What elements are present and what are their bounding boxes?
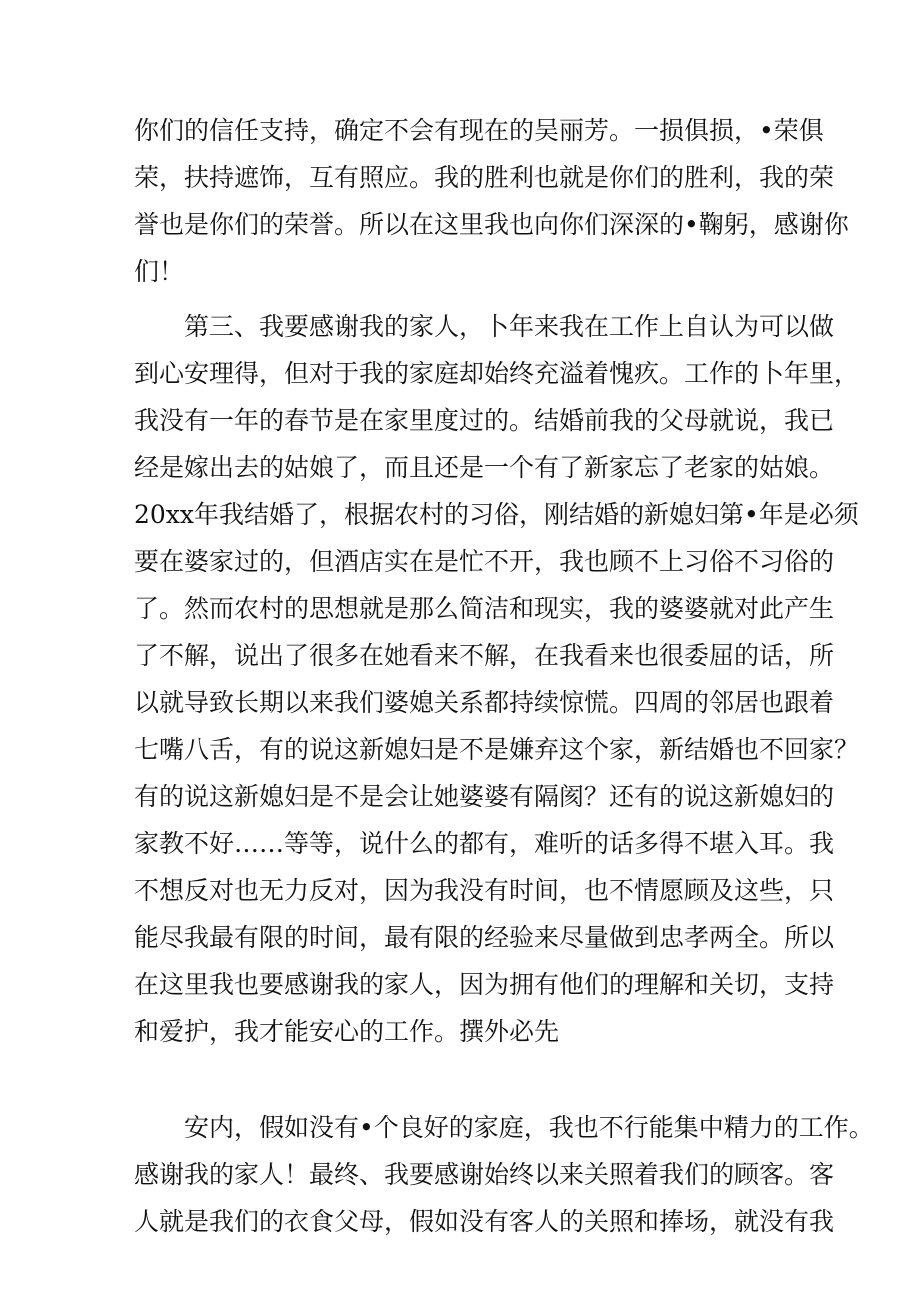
text-line: 你们的信任支持，确定不会有现在的吴丽芳。一损俱损，•荣俱: [134, 116, 824, 145]
text-line: 感谢我的家人！最终、我要感谢始终以来关照着我们的顾客。客: [134, 1160, 835, 1189]
text-line: 安内，假如没有•个良好的家庭，我也不行能集中精力的工作。: [184, 1113, 874, 1142]
text-line: 誉也是你们的荣誉。所以在这里我也向你们深深的•鞠躬，感谢你: [134, 210, 849, 239]
text-line: 了。然而农村的思想就是那么简洁和现实，我的婆婆就对此产生: [134, 594, 835, 623]
text-line: 能尽我最有限的时间，最有限的经验来尽量做到忠孝两全。所以: [134, 923, 835, 952]
text-line: 第三、我要感谢我的家人，卜年来我在工作上自认为可以做: [184, 312, 835, 341]
text-line: 家教不好……等等，说什么的都有，难听的话多得不堪入耳。我: [134, 829, 835, 858]
text-line: 要在婆家过的，但酒店实在是忙不开，我也顾不上习俗不习俗的: [134, 547, 835, 576]
text-line: 七嘴八舌，有的说这新媳妇是不是嫌弃这个家，新结婚也不回家？: [134, 735, 860, 764]
text-line: 到心安理得，但对于我的家庭却始终充溢着愧疚。工作的卜年里，: [134, 359, 860, 388]
paragraph-thanks-colleagues: [134, 107, 849, 295]
text-line: 们！: [134, 257, 185, 286]
text-line: 在这里我也要感谢我的家人，因为拥有他们的理解和关切，支持: [134, 970, 835, 999]
paragraph-thanks-customers: [134, 1104, 874, 1245]
text-line: 以就导致长期以来我们婆媳关系都持续惊慌。四周的邻居也跟着: [134, 688, 835, 717]
text-line: 有的说这新媳妇是不是会让她婆婆有隔阂？还有的说这新媳妇的: [134, 782, 835, 811]
text-line: 人就是我们的衣食父母，假如没有客人的关照和捧场，就没有我: [134, 1207, 835, 1236]
text-line: 和爱护，我才能安心的工作。撰外必先: [134, 1017, 560, 1046]
text-line: 我没有一年的春节是在家里度过的。结婚前我的父母就说，我已: [134, 406, 835, 435]
paragraph-thanks-family: [134, 303, 860, 1055]
text-line: 了不解，说出了很多在她看来不解，在我看来也很委屈的话，所: [134, 641, 835, 670]
text-line: 经是嫁出去的姑娘了，而且还是一个有了新家忘了老家的姑娘。: [134, 453, 835, 482]
text-line: 20xx年我结婚了，根据农村的习俗，刚结婚的新媳妇第•年是必须: [134, 500, 859, 529]
text-line: 不想反对也无力反对，因为我没有时间，也不情愿顾及这些，只: [134, 876, 835, 905]
text-line: 荣，扶持遮饰，互有照应。我的胜利也就是你们的胜利，我的荣: [134, 163, 835, 192]
